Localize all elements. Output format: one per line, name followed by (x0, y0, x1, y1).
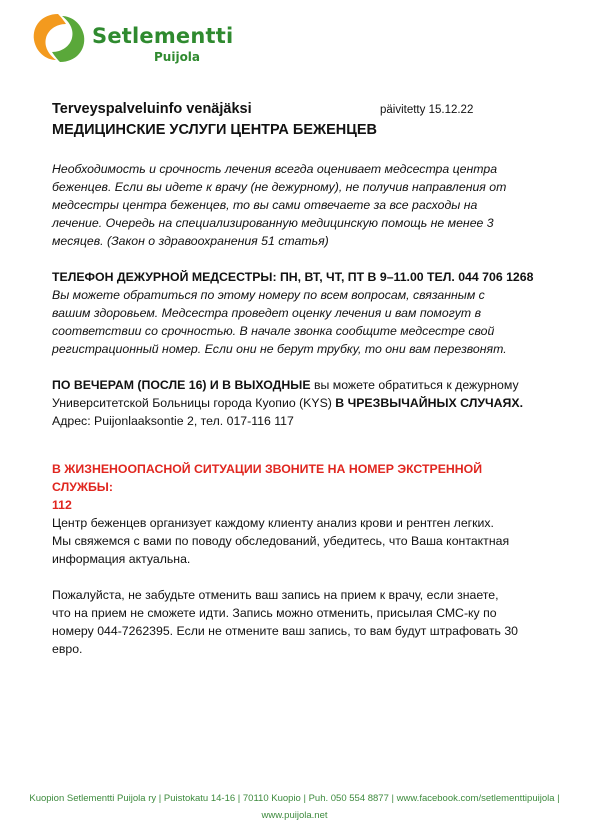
emergency-heading: В ЖИЗНЕНООПАСНОЙ СИТУАЦИИ ЗВОНИТЕ НА НОМЕР ЭКСТРЕННОЙ СЛУЖБЫ: (52, 462, 483, 494)
evening-text: вы можете обратиться к дежурному (310, 378, 519, 392)
emergency-cases-bold: В ЧРЕЗВЫЧАЙНЫХ СЛУЧАЯХ. (335, 396, 523, 410)
evening-line-2 (52, 394, 542, 412)
intro-line: лечение. Очередь на специализированную медицинскую помощь не менее 3 (52, 216, 494, 230)
nurse-line: вашим здоровьем. Медсестра проведет оценку лечения и вам помогут в (52, 306, 481, 320)
cancel-line: евро. (52, 642, 83, 656)
nurse-phone-section (52, 268, 542, 358)
title-russian: МЕДИЦИНСКИЕ УСЛУГИ ЦЕНТРА БЕЖЕНЦЕВ (52, 122, 377, 138)
evening-line-1 (52, 376, 542, 394)
page-footer (20, 790, 569, 824)
emergency-number: 112 (52, 498, 72, 512)
emergency-section (52, 460, 542, 514)
document-body (52, 160, 542, 658)
tests-line: Центр беженцев организует каждому клиенту анализ крови и рентген легких. (52, 516, 494, 530)
footer-contact-line[interactable]: Kuopion Setlementti Puijola ry | Puistokatu 14-16 | 70110 Kuopio | Puh. 050 554 8877 | www.facebook.com/setlementtipuijola | (29, 793, 560, 804)
tests-line: информация актуальна. (52, 552, 191, 566)
tests-line: Мы свяжемся с вами по поводу обследований, убедитесь, что Ваша контактная (52, 534, 510, 548)
hospital-address: Адрес: Puijonlaaksontie 2, тел. 017-116 117 (52, 414, 294, 428)
cancel-line: номеру 044-7262395. Если не отмените ваш запись, то вам будут штрафовать 30 (52, 624, 519, 638)
document-header (52, 100, 532, 140)
intro-line: месяцев. (Закон о здравоохранения 51 статья) (52, 234, 329, 248)
intro-paragraph (52, 160, 542, 250)
nurse-line: регистрационный номер. Если они не берут трубку, то они вам перезвонят. (52, 342, 507, 356)
cancel-line: Пожалуйста, не забудьте отменить ваш запись на прием к врачу, если знаете, (52, 588, 499, 602)
nurse-line: соответствии со срочностью. В начале звонка сообщите медсестре свой (52, 324, 495, 338)
intro-line: беженцев. Если вы идете к врачу (не дежурному), не получив направления от (52, 180, 507, 194)
cancel-paragraph (52, 586, 542, 658)
title-finnish: Terveyspalveluinfo venäjäksi (52, 101, 252, 117)
footer-website-link[interactable]: www.puijola.net (261, 810, 328, 821)
updated-date: päivitetty 15.12.22 (380, 104, 474, 116)
evening-section (52, 376, 542, 430)
logo-subtitle: Puijola (154, 50, 201, 64)
tests-paragraph (52, 514, 542, 568)
logo-name: Setlementti (92, 24, 234, 48)
evening-text: Университетской Больницы города Куопио (KYS) (52, 396, 336, 410)
hands-logo-icon (28, 10, 90, 66)
intro-line: Необходимость и срочность лечения всегда оценивает медсестра центра (52, 162, 498, 176)
nurse-line: Вы можете обратиться по этому номеру по всем вопросам, связанным с (52, 288, 485, 302)
nurse-phone-heading: ТЕЛЕФОН ДЕЖУРНОЙ МЕДСЕСТРЫ: ПН, ВТ, ЧТ, ПТ В 9–11.00 ТЕЛ. 044 706 1268 (52, 270, 534, 284)
evening-bold: ПО ВЕЧЕРАМ (ПОСЛЕ 16) И В ВЫХОДНЫЕ (52, 378, 311, 392)
setlementti-logo (28, 10, 234, 70)
cancel-line: что на прием не сможете идти. Запись можно отменить, присылая СМС-ку по (52, 606, 497, 620)
intro-line: медсестры центра беженцев, то вы сами отвечаете за все расходы на (52, 198, 478, 212)
